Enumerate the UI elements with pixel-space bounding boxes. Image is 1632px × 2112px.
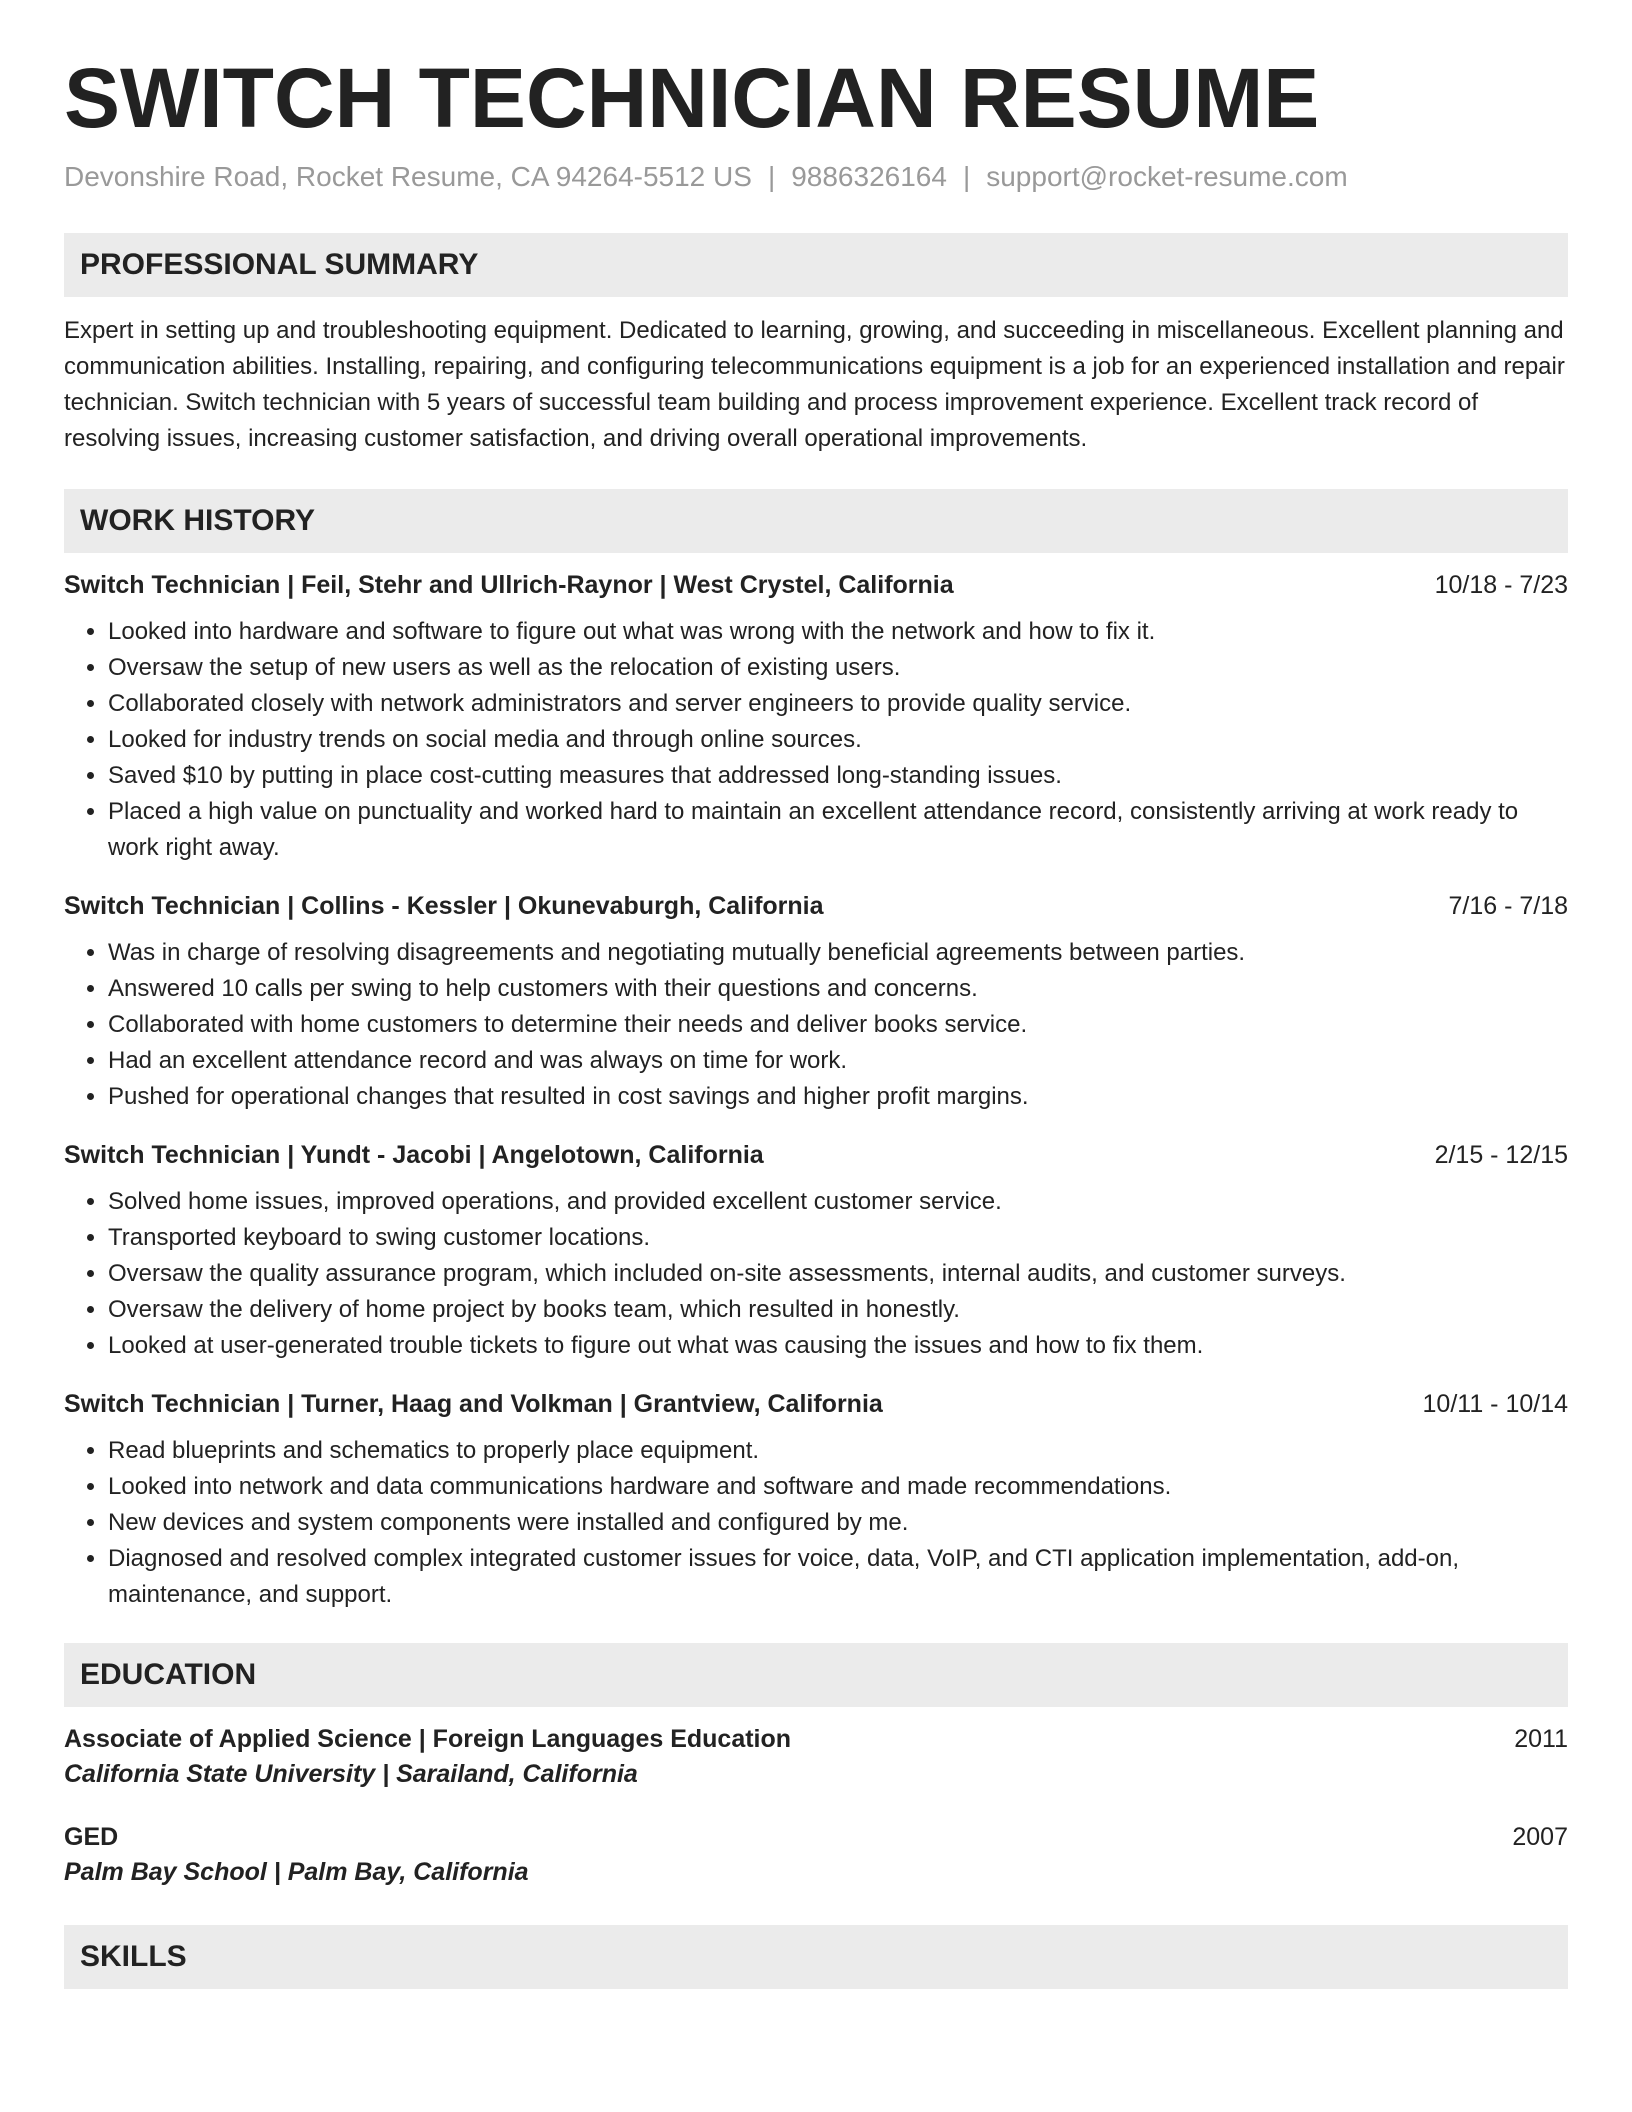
job-bullets: [64, 1184, 1568, 1364]
education-degree: GED: [64, 1822, 119, 1851]
job-entry: [64, 1141, 1568, 1364]
education-entry: [64, 1823, 1568, 1887]
job-header: [64, 1390, 1568, 1419]
job-dates: 2/15 - 12/15: [1434, 1140, 1568, 1169]
section-heading-summary: PROFESSIONAL SUMMARY: [64, 233, 1568, 297]
contact-separator: |: [962, 160, 971, 192]
job-bullet: • Placed a high value on punctuality and worked hard to maintain an excellent attendance record, consistently arriving at work ready to work right away.: [108, 794, 1568, 866]
job-bullet: • Oversaw the delivery of home project by books team, which resulted in honestly.: [108, 1292, 1568, 1328]
education-header: [64, 1725, 1568, 1754]
job-bullet: • New devices and system components were installed and configured by me.: [108, 1505, 1568, 1541]
education-header: [64, 1823, 1568, 1852]
contact-email: support@rocket-resume.com: [986, 160, 1348, 192]
job-entry: [64, 571, 1568, 866]
job-bullets: [64, 935, 1568, 1115]
job-dates: 7/16 - 7/18: [1448, 891, 1568, 920]
job-bullet: • Was in charge of resolving disagreements and negotiating mutually beneficial agreements between parties.: [108, 935, 1568, 971]
job-bullet: • Diagnosed and resolved complex integrated customer issues for voice, data, VoIP, and CTI application implementation, add-on, maintenance, and support.: [108, 1541, 1568, 1613]
job-bullet: • Oversaw the setup of new users as well as the relocation of existing users.: [108, 650, 1568, 686]
job-dates: 10/11 - 10/14: [1422, 1389, 1568, 1418]
job-bullet: • Collaborated with home customers to determine their needs and deliver books service.: [108, 1007, 1568, 1043]
job-bullet: • Collaborated closely with network administrators and server engineers to provide quality service.: [108, 686, 1568, 722]
job-bullet: • Transported keyboard to swing customer locations.: [108, 1220, 1568, 1256]
section-heading-skills: SKILLS: [64, 1925, 1568, 1989]
education-degree: Associate of Applied Science | Foreign Languages Education: [64, 1724, 792, 1753]
section-heading-education: EDUCATION: [64, 1643, 1568, 1707]
job-title: Switch Technician | Feil, Stehr and Ullrich-Raynor | West Crystel, California: [64, 570, 954, 599]
job-title: Switch Technician | Yundt - Jacobi | Angelotown, California: [64, 1140, 764, 1169]
job-bullet: • Pushed for operational changes that resulted in cost savings and higher profit margins.: [108, 1079, 1568, 1115]
job-bullet: • Had an excellent attendance record and was always on time for work.: [108, 1043, 1568, 1079]
job-header: [64, 1141, 1568, 1170]
job-dates: 10/18 - 7/23: [1434, 570, 1568, 599]
education-school: California State University | Sarailand, California: [64, 1759, 638, 1788]
job-bullet: • Saved $10 by putting in place cost-cutting measures that addressed long-standing issues.: [108, 758, 1568, 794]
contact-address: Devonshire Road, Rocket Resume, CA 94264-5512 US: [64, 160, 752, 192]
job-entry: [64, 1390, 1568, 1613]
job-bullet: • Looked into hardware and software to figure out what was wrong with the network and how to fix it.: [108, 614, 1568, 650]
job-entry: [64, 892, 1568, 1115]
summary-text: Expert in setting up and troubleshooting equipment. Dedicated to learning, growing, and succeeding in miscellaneous. Excellent planning and communication abilities. Installing, repairing, and configuring telecommunications equipment is a job for an experienced installation and repair technician. Switch technician with 5 years of successful team building and process improvement experience. Excellent track record of resolving issues, increasing customer satisfaction, and driving overall operational improvements.: [64, 316, 1565, 452]
job-bullet: • Answered 10 calls per swing to help customers with their questions and concerns.: [108, 971, 1568, 1007]
job-bullet: • Solved home issues, improved operations, and provided excellent customer service.: [108, 1184, 1568, 1220]
job-title: Switch Technician | Collins - Kessler | Okunevaburgh, California: [64, 891, 824, 920]
contact-phone: 9886326164: [791, 160, 947, 192]
job-bullet: • Looked at user-generated trouble tickets to figure out what was causing the issues and how to fix them.: [108, 1328, 1568, 1364]
section-heading-work-history: WORK HISTORY: [64, 489, 1568, 553]
job-title: Switch Technician | Turner, Haag and Volkman | Grantview, California: [64, 1389, 883, 1418]
job-bullet: • Oversaw the quality assurance program, which included on-site assessments, internal audits, and customer surveys.: [108, 1256, 1568, 1292]
education-year: 2011: [1514, 1724, 1568, 1753]
job-header: [64, 892, 1568, 921]
contact-line: [64, 161, 1568, 193]
job-bullets: [64, 1433, 1568, 1613]
job-bullets: [64, 614, 1568, 866]
contact-separator: |: [767, 160, 776, 192]
job-header: [64, 571, 1568, 600]
job-bullet: • Read blueprints and schematics to properly place equipment.: [108, 1433, 1568, 1469]
resume-title: SWITCH TECHNICIAN RESUME: [64, 51, 1320, 145]
education-entry: [64, 1725, 1568, 1789]
job-bullet: • Looked into network and data communications hardware and software and made recommendations.: [108, 1469, 1568, 1505]
education-school: Palm Bay School | Palm Bay, California: [64, 1857, 529, 1886]
education-year: 2007: [1512, 1822, 1568, 1851]
job-bullet: • Looked for industry trends on social media and through online sources.: [108, 722, 1568, 758]
